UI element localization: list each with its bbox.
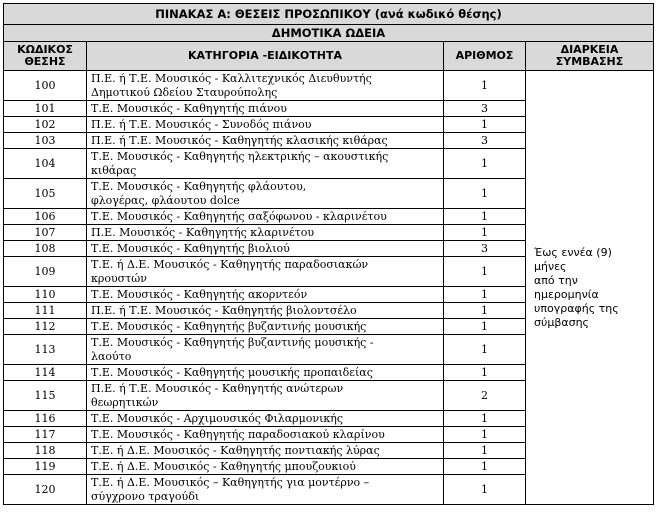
positions-table <box>3 3 654 505</box>
header-row <box>4 42 654 71</box>
position-count: 1 <box>444 365 526 381</box>
position-code: 111 <box>4 303 87 319</box>
position-category: Τ.Ε. ή Δ.Ε. Μουσικός – Καθηγητής για μοντέρνο – σύγχρονο τραγούδι <box>87 475 444 505</box>
position-code: 117 <box>4 427 87 443</box>
position-category: Τ.Ε. ή Δ.Ε. Μουσικός - Καθηγητής μπουζουκιού <box>87 459 444 475</box>
position-count: 1 <box>444 475 526 505</box>
position-code: 101 <box>4 101 87 117</box>
position-count: 2 <box>444 381 526 411</box>
position-category: Π.Ε. ή Τ.Ε. Μουσικός - Καλλιτεχνικός Διευθυντής Δημοτικού Ωδείου Σταυρούπολης <box>87 71 444 101</box>
position-category: Τ.Ε. ή Δ.Ε. Μουσικός - Καθηγητής ποντιακής λύρας <box>87 443 444 459</box>
position-count: 3 <box>444 241 526 257</box>
position-category: Τ.Ε. Μουσικός - Καθηγητής βυζαντινής μουσικής - λαούτο <box>87 335 444 365</box>
position-code: 120 <box>4 475 87 505</box>
position-code: 118 <box>4 443 87 459</box>
table-title: ΠΙΝΑΚΑΣ Α: ΘΕΣΕΙΣ ΠΡΟΣΩΠΙΚΟΥ (ανά κωδικό θέσης) <box>4 4 654 25</box>
position-count: 1 <box>444 117 526 133</box>
header-count: ΑΡΙΘΜΟΣ <box>444 42 526 71</box>
table-row <box>4 71 654 101</box>
position-code: 115 <box>4 381 87 411</box>
position-category: Τ.Ε. Μουσικός - Αρχιμουσικός Φιλαρμονικής <box>87 411 444 427</box>
position-code: 100 <box>4 71 87 101</box>
position-code: 116 <box>4 411 87 427</box>
section-row <box>4 25 654 42</box>
position-count: 1 <box>444 303 526 319</box>
position-category: Τ.Ε. Μουσικός - Καθηγητής μουσικής προπαιδείας <box>87 365 444 381</box>
position-code: 105 <box>4 179 87 209</box>
position-category: Π.Ε. Μουσικός - Καθηγητής κλαρινέτου <box>87 225 444 241</box>
position-code: 107 <box>4 225 87 241</box>
position-count: 1 <box>444 459 526 475</box>
position-code: 113 <box>4 335 87 365</box>
position-count: 1 <box>444 411 526 427</box>
position-category: Τ.Ε. Μουσικός - Καθηγητής παραδοσιακού κλαρίνου <box>87 427 444 443</box>
position-code: 119 <box>4 459 87 475</box>
position-count: 3 <box>444 101 526 117</box>
position-category: Τ.Ε. ή Δ.Ε. Μουσικός - Καθηγητής παραδοσιακών κρουστών <box>87 257 444 287</box>
position-count: 1 <box>444 287 526 303</box>
position-count: 1 <box>444 443 526 459</box>
contract-duration: Έως εννέα (9) μήνες από την ημερομηνία υπογραφής της σύμβασης <box>526 71 654 505</box>
position-code: 108 <box>4 241 87 257</box>
position-count: 1 <box>444 71 526 101</box>
table-title-row <box>4 4 654 25</box>
position-category: Τ.Ε. Μουσικός - Καθηγητής ακορντεόν <box>87 287 444 303</box>
position-category: Π.Ε. ή Τ.Ε. Μουσικός - Καθηγητής κλασικής κιθάρας <box>87 133 444 149</box>
header-code: ΚΩΔΙΚΟΣ ΘΕΣΗΣ <box>4 42 87 71</box>
position-category: Τ.Ε. Μουσικός - Καθηγητής πιάνου <box>87 101 444 117</box>
position-code: 102 <box>4 117 87 133</box>
position-code: 110 <box>4 287 87 303</box>
position-count: 3 <box>444 133 526 149</box>
position-category: Τ.Ε. Μουσικός - Καθηγητής φλάουτου, φλογέρας, φλάουτου dolce <box>87 179 444 209</box>
header-category: ΚΑΤΗΓΟΡΙΑ -ΕΙΔΙΚΟΤΗΤΑ <box>87 42 444 71</box>
position-count: 1 <box>444 257 526 287</box>
position-count: 1 <box>444 209 526 225</box>
position-code: 114 <box>4 365 87 381</box>
position-code: 106 <box>4 209 87 225</box>
position-count: 1 <box>444 335 526 365</box>
position-code: 112 <box>4 319 87 335</box>
position-category: Τ.Ε. Μουσικός - Καθηγητής βυζαντινής μουσικής <box>87 319 444 335</box>
position-code: 104 <box>4 149 87 179</box>
position-count: 1 <box>444 427 526 443</box>
header-duration: ΔΙΑΡΚΕΙΑ ΣΥΜΒΑΣΗΣ <box>526 42 654 71</box>
position-category: Π.Ε. ή Τ.Ε. Μουσικός - Καθηγητής βιολοντσέλο <box>87 303 444 319</box>
position-category: Τ.Ε. Μουσικός - Καθηγητής βιολιού <box>87 241 444 257</box>
position-code: 109 <box>4 257 87 287</box>
position-category: Π.Ε. ή Τ.Ε. Μουσικός - Συνοδός πιάνου <box>87 117 444 133</box>
position-count: 1 <box>444 319 526 335</box>
section-title: ΔΗΜΟΤΙΚΑ ΩΔΕΙΑ <box>4 25 654 42</box>
position-count: 1 <box>444 179 526 209</box>
position-category: Τ.Ε. Μουσικός - Καθηγητής σαξόφωνου - κλαρινέτου <box>87 209 444 225</box>
position-count: 1 <box>444 149 526 179</box>
position-category: Τ.Ε. Μουσικός - Καθηγητής ηλεκτρικής – ακουστικής κιθάρας <box>87 149 444 179</box>
position-category: Π.Ε. ή Τ.Ε. Μουσικός - Καθηγητής ανώτερων θεωρητικών <box>87 381 444 411</box>
position-count: 1 <box>444 225 526 241</box>
position-code: 103 <box>4 133 87 149</box>
